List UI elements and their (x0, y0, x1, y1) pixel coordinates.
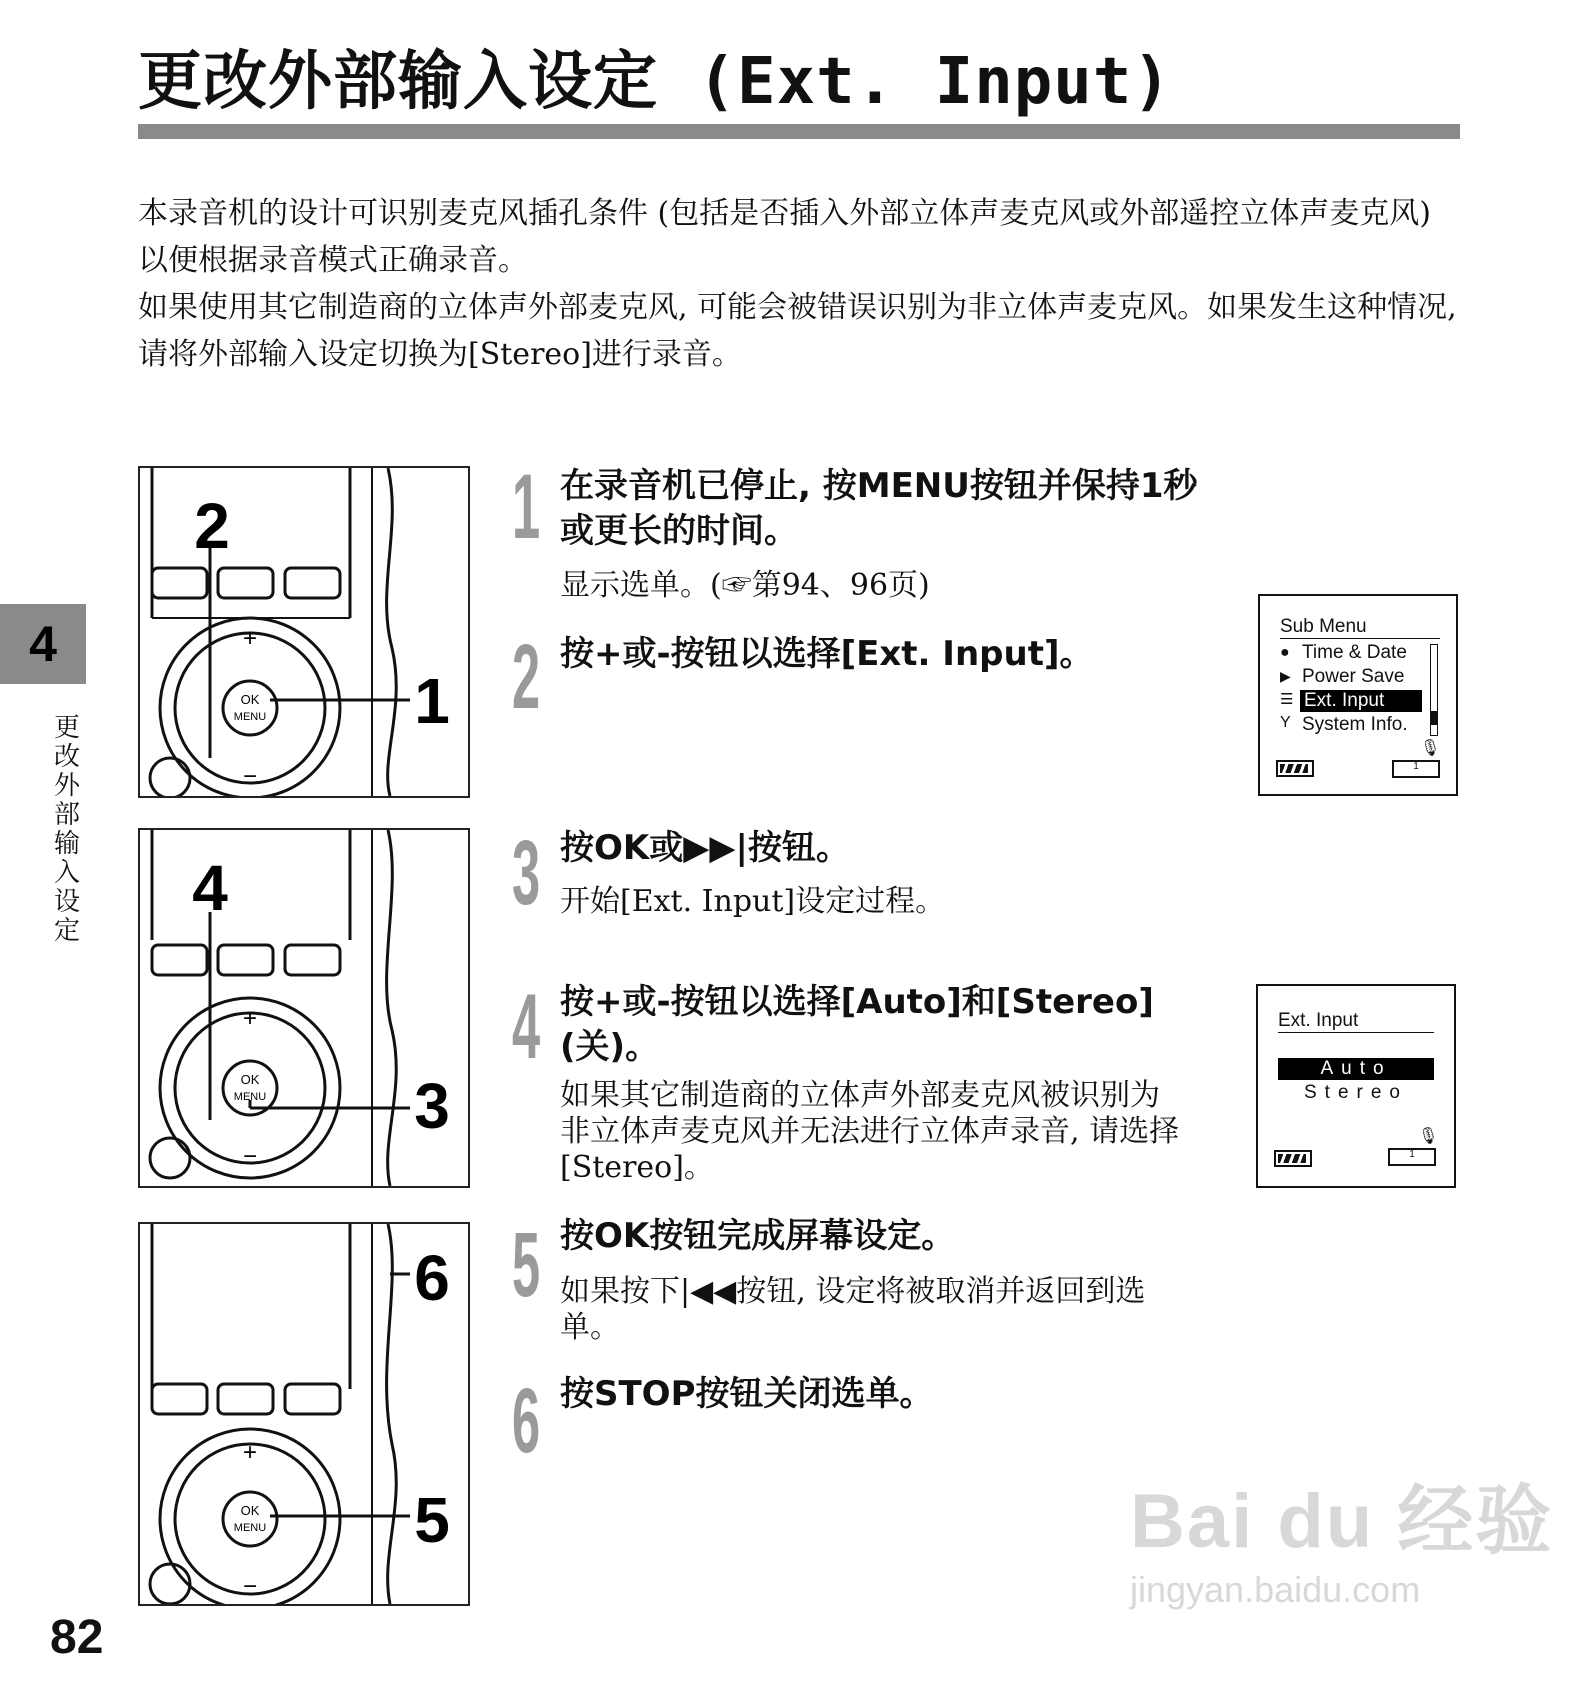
page-number: 82 (50, 1611, 104, 1664)
step-description-5: 如果按下|◀◀按钮, 设定将被取消并返回到选单。 (560, 1274, 1146, 1345)
ok-label: OK (240, 1072, 260, 1087)
intro-paragraph-1: 本录音机的设计可识别麦克风插孔条件 (包括是否插入外部立体声麦克风或外部遥控立体声麦克风) 以便根据录音模式正确录音。 (138, 196, 1431, 278)
menu-item-system-info: System Info. (1302, 714, 1408, 735)
step-heading-6: 按STOP按钮关闭选单。 (560, 1374, 934, 1414)
page-title: 更改外部输入设定 (Ext. Input) (138, 45, 1172, 119)
memory-slot-indicator: 1 (1388, 1148, 1436, 1166)
intro-paragraph-2: 如果使用其它制造商的立体声外部麦克风, 可能会被错误识别为非立体声麦克风。如果发生这种情况, 请将外部输入设定切换为[Stereo]进行录音。 (138, 290, 1457, 372)
step-number-5: 5 (512, 1214, 541, 1316)
menu-item-time-date: Time & Date (1302, 642, 1407, 663)
battery-icon (1274, 1150, 1312, 1167)
step-description-3: 开始[Ext. Input]设定过程。 (560, 884, 946, 919)
step-heading-4: 按+或-按钮以选择[Auto]和[Stereo] (关)。 (560, 982, 1154, 1067)
minus-label: − (242, 1573, 258, 1600)
plus-label: + (242, 625, 258, 652)
lcd-screen-submenu (1258, 594, 1458, 796)
ok-label: OK (240, 1503, 260, 1518)
menu-item-power-save: Power Save (1302, 666, 1405, 687)
step-number-3: 3 (512, 822, 541, 924)
menu-label: MENU (233, 1522, 267, 1534)
lcd-title: Ext. Input (1278, 1010, 1434, 1033)
title-rule (138, 124, 1460, 139)
menu-label: MENU (233, 711, 267, 723)
watermark-url: jingyan.baidu.com (1130, 1569, 1421, 1610)
play-icon: ▶ (1280, 668, 1291, 684)
battery-icon (1276, 760, 1314, 777)
memory-slot-indicator: 1 (1392, 760, 1440, 778)
callout-6: 6 (414, 1242, 450, 1314)
device-figure-3 (138, 1222, 470, 1606)
lcd-screen-ext-input (1256, 984, 1456, 1188)
plus-label: + (242, 1439, 258, 1466)
minus-label: − (242, 1143, 258, 1170)
plus-label: + (242, 1005, 258, 1032)
step-number-6: 6 (512, 1370, 541, 1472)
callout-1: 1 (414, 665, 450, 737)
step-heading-1: 在录音机已停止, 按MENU按钮并保持1秒或更长的时间。 (560, 466, 1198, 551)
option-stereo: Stereo (1304, 1082, 1408, 1103)
mic-level-icon: 🎙 (1420, 740, 1441, 757)
chapter-side-label: 更改外部输入设定 (53, 713, 80, 946)
callout-5: 5 (414, 1484, 450, 1556)
callout-2: 2 (194, 490, 230, 562)
chapter-tab: 4 (0, 604, 86, 684)
device-figure-1 (138, 466, 470, 798)
step-number-4: 4 (512, 976, 541, 1078)
minus-label: − (242, 763, 258, 790)
list-icon: ☰ (1280, 691, 1294, 708)
scrollbar (1430, 644, 1438, 736)
menu-label: MENU (233, 1091, 267, 1103)
lcd-title: Sub Menu (1280, 616, 1440, 639)
step-description-4: 如果其它制造商的立体声外部麦克风被识别为非立体声麦克风并无法进行立体声录音, 请选择[Stereo]。 (560, 1078, 1180, 1185)
step-number-2: 2 (512, 626, 541, 728)
step-heading-2: 按+或-按钮以选择[Ext. Input]。 (560, 634, 1094, 674)
ok-label: OK (240, 692, 260, 707)
watermark-brand: Bai du 经验 (1130, 1479, 1554, 1564)
step-heading-3: 按OK或▶▶|按钮。 (560, 828, 850, 868)
step-description-1: 显示选单。(☞第94、96页) (560, 568, 930, 603)
callout-4: 4 (192, 852, 228, 924)
watermark (1130, 1460, 1553, 1611)
option-auto: Auto (1278, 1058, 1434, 1080)
device-figure-2 (138, 828, 470, 1188)
tool-icon: Y (1280, 714, 1291, 731)
step-number-1: 1 (512, 456, 541, 558)
menu-item-ext-input: Ext. Input (1300, 690, 1422, 712)
callout-3: 3 (414, 1070, 450, 1142)
mic-level-icon: 🎙 (1418, 1128, 1439, 1145)
step-heading-5: 按OK按钮完成屏幕设定。 (560, 1216, 956, 1256)
record-icon: ● (1280, 644, 1290, 661)
